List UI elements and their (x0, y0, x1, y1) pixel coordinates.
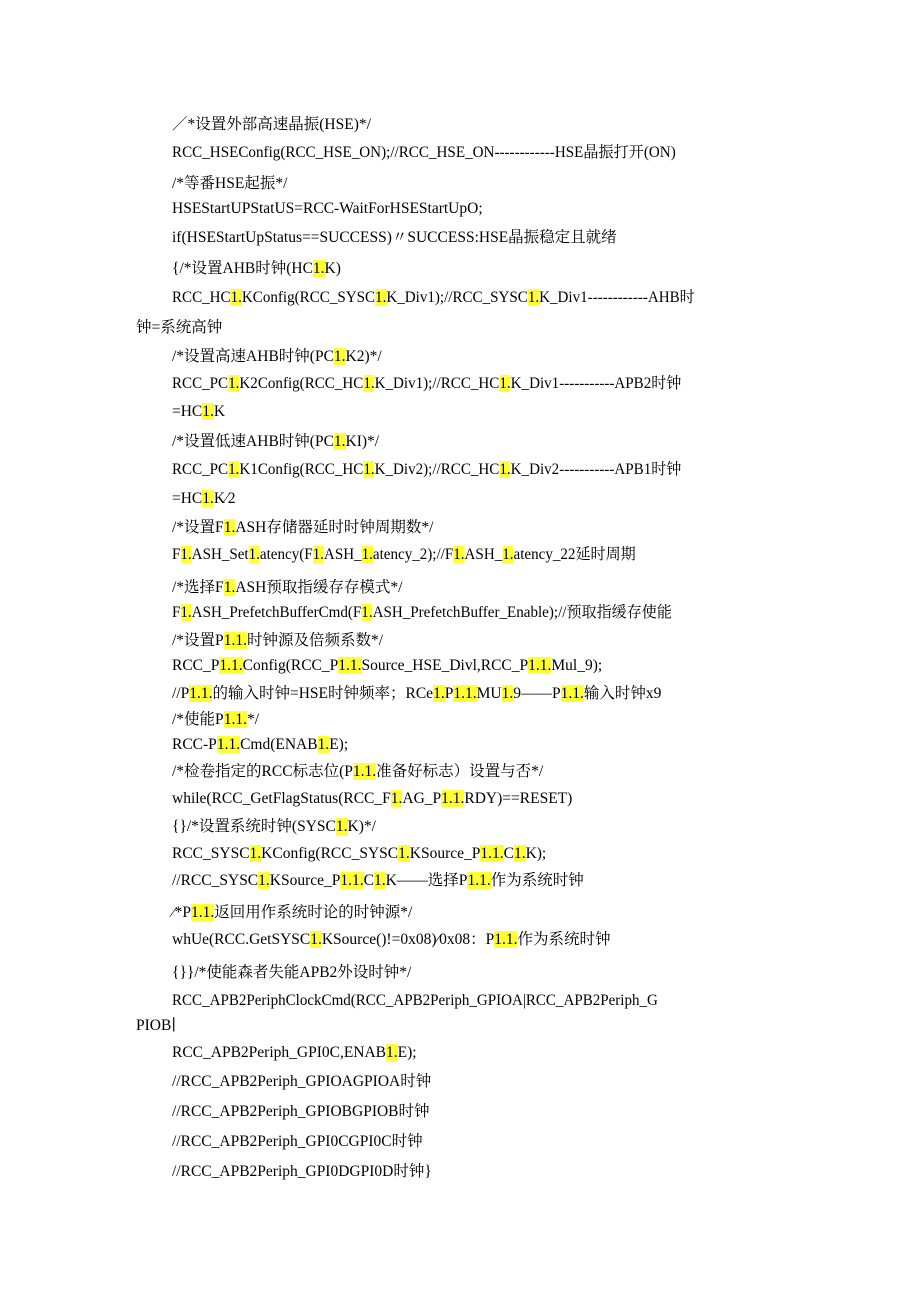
highlighted-text: 1.1. (453, 685, 477, 702)
code-line (172, 288, 695, 308)
line-text: if(HSEStartUpStatus==SUCCESS)〃SUCCESS:HSE晶振稳定且就绪 (172, 229, 617, 246)
line-text: whUe(RCC.GetSYSC (172, 931, 311, 948)
line-text: atency(F (259, 546, 313, 563)
line-text: K); (525, 845, 547, 862)
code-line (172, 656, 602, 676)
highlighted-text: 1.1. (560, 685, 584, 702)
highlighted-text: 1. (202, 403, 214, 420)
highlighted-text: 1. (333, 348, 346, 365)
line-text: KSource()!=0x08)∕0x08：P (321, 931, 495, 948)
line-text: /*检卷指定的RCC标志位(P (172, 763, 353, 780)
line-text: */ (246, 711, 259, 728)
line-text: 准备好标志）设置与否*/ (376, 763, 544, 780)
highlighted-text: 1. (248, 546, 260, 563)
line-text: Mul_9); (551, 657, 603, 674)
line-text: K2Config(RCC_HC (239, 375, 364, 392)
line-text: Source_HSE_Divl,RCC_P (361, 657, 529, 674)
code-line (172, 460, 681, 480)
line-text: //RCC_SYSC (172, 872, 259, 889)
code-line (172, 432, 379, 452)
code-line (172, 228, 617, 248)
highlighted-text: 1.1. (352, 763, 377, 780)
highlighted-text: 1. (433, 685, 445, 702)
code-line (172, 1043, 417, 1063)
code-line (172, 174, 287, 194)
highlighted-text: 1. (312, 260, 325, 277)
line-text: PIOB∣ (136, 1017, 176, 1034)
highlighted-text: 1.1. (219, 657, 243, 674)
code-line (172, 871, 584, 891)
highlighted-text: 1. (310, 931, 322, 948)
highlighted-text: 1. (317, 736, 330, 753)
line-text: /*设置P (172, 632, 224, 649)
line-text: KSource_P (269, 872, 341, 889)
highlighted-text: 1.1. (190, 904, 215, 921)
highlighted-text: 1. (513, 845, 526, 862)
code-line (172, 402, 225, 422)
code-line (172, 710, 259, 730)
code-line (172, 1102, 430, 1122)
code-line (172, 115, 371, 135)
line-text: 作为系统时钟 (490, 872, 584, 889)
line-text: K2)*/ (345, 348, 382, 365)
code-line (172, 199, 483, 219)
line-text: F (172, 604, 181, 621)
line-text: RCC_HC (172, 289, 231, 306)
highlighted-text: 1. (361, 604, 373, 621)
line-text: RCC_SYSC (172, 845, 250, 862)
line-text: KSource_P (409, 845, 481, 862)
code-line (172, 930, 610, 950)
line-text: //P (172, 685, 190, 702)
highlighted-text: 1. (223, 519, 236, 536)
line-text: RCC_HSEConfig(RCC_HSE_ON);//RCC_HSE_ON------------HSE晶振打开(ON) (172, 144, 676, 161)
line-text: RCC_APB2Periph_GPI0C,ENAB (172, 1044, 387, 1061)
line-text: /*设置高速AHB时钟(PC (172, 348, 334, 365)
code-line (136, 1016, 176, 1036)
line-text: RDY)==RESET) (464, 790, 573, 807)
highlighted-text: 1.1. (467, 872, 491, 889)
line-text: ∕*P (172, 904, 191, 921)
highlighted-text: 1. (249, 845, 262, 862)
code-line (172, 817, 376, 837)
code-line (172, 789, 572, 809)
code-line (136, 318, 222, 338)
highlighted-text: 1.1. (216, 736, 241, 753)
line-text: MU (476, 685, 502, 702)
line-text: 钟=系统高钟 (136, 319, 223, 336)
code-line (172, 603, 672, 623)
line-text: RCC-P (172, 736, 217, 753)
line-text: KI)*/ (345, 433, 380, 450)
line-text: ASH预取指缓存存模式*/ (235, 579, 403, 596)
line-text: P (444, 685, 454, 702)
highlighted-text: 1. (390, 790, 403, 807)
line-text: C (503, 845, 514, 862)
line-text: K_Div2);//RCC_HC (374, 461, 500, 478)
line-text: K∕2 (213, 490, 236, 507)
highlighted-text: 1. (363, 461, 375, 478)
highlighted-text: 1. (453, 546, 465, 563)
highlighted-text: 1. (499, 461, 511, 478)
line-text: RCC_APB2PeriphClockCmd(RCC_APB2Periph_GPIOA|RCC_APB2Periph_G (172, 992, 658, 1009)
highlighted-text: 1. (527, 289, 540, 306)
line-text: 输入时钟x9 (583, 685, 662, 702)
line-text: K——选择P (385, 872, 468, 889)
code-line (172, 489, 235, 509)
line-text: while(RCC_GetFlagStatus(RCC_F (172, 790, 391, 807)
highlighted-text: 1.1. (223, 632, 247, 649)
line-text: ASH_ (323, 546, 362, 563)
highlighted-text: 1.1. (480, 845, 504, 862)
highlighted-text: 1. (373, 872, 386, 889)
line-text: C (363, 872, 374, 889)
code-line (172, 578, 402, 598)
line-text: atency_22延时周期 (513, 546, 636, 563)
line-text: /*设置低速AHB时钟(PC (172, 433, 334, 450)
line-text: //RCC_APB2Periph_GPIOAGPIOA时钟 (172, 1073, 432, 1090)
highlighted-text: 1. (312, 546, 324, 563)
code-line (172, 259, 341, 279)
code-line (172, 631, 383, 651)
line-text: 返回用作系统时论的时钟源*/ (214, 904, 413, 921)
line-text: K (213, 403, 226, 420)
line-text: {}}/*使能森者失能APB2外设时钟*/ (172, 964, 412, 981)
code-line (172, 1132, 423, 1152)
line-text: =HC (172, 490, 203, 507)
highlighted-text: 1. (398, 845, 410, 862)
code-line (172, 143, 676, 163)
line-text: Config(RCC_P (242, 657, 339, 674)
line-text: /*使能P (172, 711, 224, 728)
line-text: E); (329, 736, 349, 753)
line-text: RCC_P (172, 657, 220, 674)
code-line (172, 735, 348, 755)
line-text: 时钟源及倍频系数*/ (246, 632, 383, 649)
line-text: ／*设置外部高速晶振(HSE)*/ (172, 116, 371, 133)
highlighted-text: 1.1. (338, 657, 362, 674)
code-line (172, 545, 636, 565)
highlighted-text: 1. (223, 579, 236, 596)
highlighted-text: 1. (258, 872, 270, 889)
highlighted-text: 1. (499, 375, 511, 392)
line-text: F (172, 546, 181, 563)
line-text: KConfig(RCC_SYSC (261, 845, 399, 862)
line-text: AG_P (402, 790, 442, 807)
line-text: /*等番HSE起振*/ (172, 175, 288, 192)
line-text: KConfig(RCC_SYSC (241, 289, 376, 306)
line-text: ASH_Set (191, 546, 249, 563)
line-text: {}/*设置系统时钟(SYSC (172, 818, 336, 835)
line-text: Cmd(ENAB (240, 736, 318, 753)
line-text: 作为系统时钟 (517, 931, 611, 948)
line-text: //RCC_APB2Periph_GPI0DGPI0D时钟} (172, 1163, 432, 1180)
highlighted-text: 1. (202, 490, 214, 507)
highlighted-text: 1. (361, 546, 373, 563)
line-text: ASH_ (464, 546, 503, 563)
highlighted-text: 1.1. (223, 711, 247, 728)
line-text: E); (397, 1044, 417, 1061)
code-line (172, 991, 658, 1011)
highlighted-text: 1. (501, 685, 514, 702)
line-text: K1Config(RCC_HC (239, 461, 364, 478)
line-text: K) (324, 260, 341, 277)
line-text: 的输入时钟=HSE时钟频率；RCe (212, 685, 434, 702)
code-line (172, 903, 412, 923)
code-line (172, 374, 681, 394)
line-text: {/*设置AHB时钟(HC (172, 260, 313, 277)
highlighted-text: 1. (180, 546, 192, 563)
highlighted-text: 1. (386, 1044, 398, 1061)
highlighted-text: 1. (333, 433, 346, 450)
highlighted-text: 1.1. (494, 931, 518, 948)
code-line (172, 347, 382, 367)
highlighted-text: 1. (230, 289, 242, 306)
line-text: ASH_PrefetchBuffer_Enable);//预取指缓存使能 (372, 604, 672, 621)
highlighted-text: 1.1. (189, 685, 213, 702)
line-text: RCC_PC (172, 461, 229, 478)
code-line (172, 963, 411, 983)
highlighted-text: 1. (502, 546, 514, 563)
line-text: ASH存储器延时时钟周期数*/ (235, 519, 434, 536)
highlighted-text: 1. (375, 289, 387, 306)
highlighted-text: 1. (335, 818, 348, 835)
code-line (172, 762, 543, 782)
highlighted-text: 1.1. (340, 872, 364, 889)
line-text: //RCC_APB2Periph_GPI0CGPI0C时钟 (172, 1133, 423, 1150)
line-text: /*选择F (172, 579, 224, 596)
line-text: HSEStartUPStatUS=RCC-WaitForHSEStartUpO; (172, 200, 483, 217)
code-line (172, 684, 661, 704)
line-text: ASH_PrefetchBufferCmd(F (191, 604, 362, 621)
code-line (172, 844, 546, 864)
highlighted-text: 1. (180, 604, 192, 621)
line-text: RCC_PC (172, 375, 229, 392)
highlighted-text: 1.1. (528, 657, 552, 674)
code-line (172, 1162, 432, 1182)
line-text: K_Div2-----------APB1时钟 (510, 461, 682, 478)
line-text: K_Div1);//RCC_HC (374, 375, 500, 392)
line-text: K_Div1);//RCC_SYSC (386, 289, 528, 306)
line-text: //RCC_APB2Periph_GPIOBGPIOB时钟 (172, 1103, 430, 1120)
line-text: K)*/ (347, 818, 376, 835)
line-text: 9——P (513, 685, 561, 702)
line-text: /*设置F (172, 519, 224, 536)
code-line (172, 1072, 431, 1092)
highlighted-text: 1. (228, 461, 240, 478)
line-text: =HC (172, 403, 203, 420)
code-line (172, 518, 433, 538)
line-text: K_Div1------------AHB时 (539, 289, 695, 306)
highlighted-text: 1.1. (441, 790, 465, 807)
highlighted-text: 1. (228, 375, 240, 392)
highlighted-text: 1. (363, 375, 375, 392)
line-text: atency_2);//F (372, 546, 454, 563)
line-text: K_Div1-----------APB2时钟 (510, 375, 682, 392)
